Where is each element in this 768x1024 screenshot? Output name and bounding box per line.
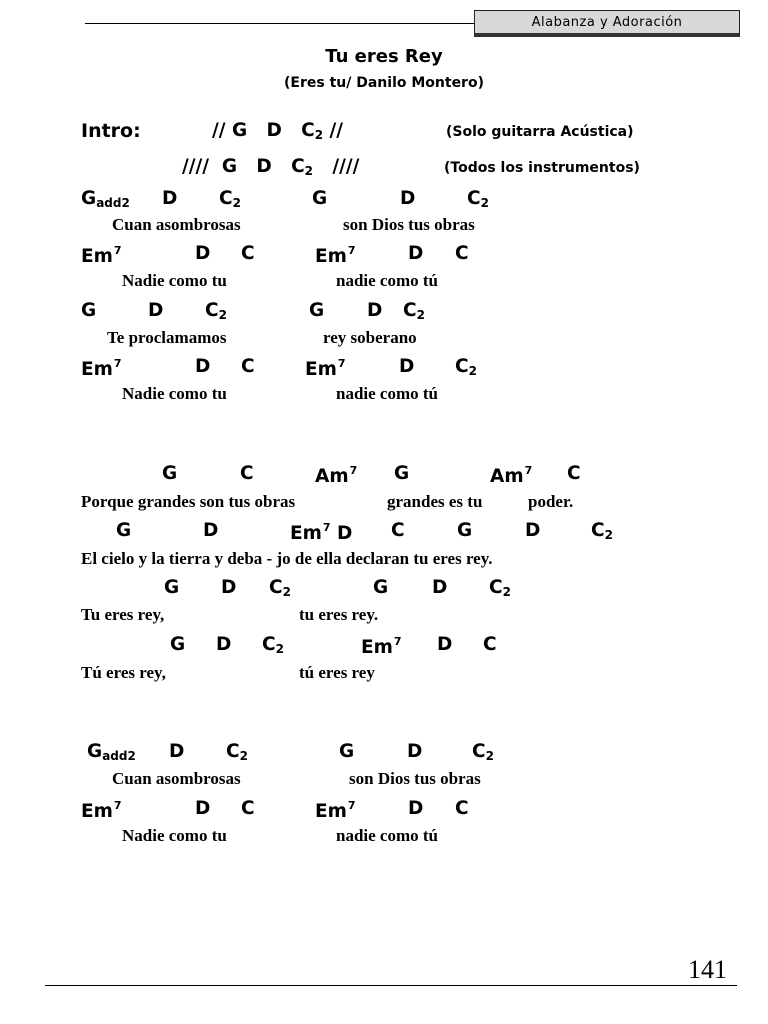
chord: G <box>339 741 355 762</box>
lyric: grandes es tu <box>387 492 483 511</box>
chord: $C_2$ <box>489 577 511 599</box>
chord: Em$^7$ <box>81 357 122 380</box>
lyric: Cuan asombrosas <box>112 769 241 788</box>
lyric: nadie como tú <box>336 384 438 403</box>
chord: G <box>162 463 178 484</box>
footer-rule <box>45 985 737 986</box>
chord: Em$^7$ <box>81 799 122 822</box>
chord: C <box>240 463 254 484</box>
chord: $C_2$ <box>262 634 284 656</box>
chord: //// G D $C_2$ //// <box>182 156 360 178</box>
chord: G <box>309 300 325 321</box>
chord: G <box>164 577 180 598</box>
lyric: Tú eres rey, <box>81 663 166 682</box>
chord: G <box>394 463 410 484</box>
chord: G <box>116 520 132 541</box>
chord: G <box>373 577 389 598</box>
lyric: Cuan asombrosas <box>112 215 241 234</box>
chord: G <box>312 188 328 209</box>
chord: Em$^7$ <box>315 244 356 267</box>
chord: $C_2$ <box>591 520 613 542</box>
lyric: Te proclamamos <box>107 328 227 347</box>
intro-label: Intro: <box>81 120 141 142</box>
header-rule <box>85 23 477 24</box>
chord: Em$^7$ D <box>290 521 353 544</box>
chord: $C_2$ <box>472 741 494 763</box>
chord: D <box>195 356 211 377</box>
chord: D <box>408 243 424 264</box>
chord: // G D $C_2$ // <box>212 120 344 142</box>
chord: G <box>170 634 186 655</box>
chord: D <box>169 741 185 762</box>
chord: Am$^7$ <box>315 464 358 487</box>
page-number: 141 <box>688 955 727 984</box>
intro-note-2: (Todos los instrumentos) <box>444 160 640 176</box>
section-header: Alabanza y Adoración <box>474 10 740 37</box>
chord: $C_2$ <box>467 188 489 210</box>
chord: Em$^7$ <box>361 635 402 658</box>
chord: C <box>391 520 405 541</box>
lyric: El cielo y la tierra y deba - jo de ella declaran tu eres rey. <box>81 549 493 568</box>
chord: G <box>81 300 97 321</box>
chord: D <box>195 798 211 819</box>
chord: D <box>437 634 453 655</box>
lyric: Nadie como tu <box>122 384 227 403</box>
chord: $C_2$ <box>455 356 477 378</box>
chord: C <box>455 798 469 819</box>
chord: D <box>408 798 424 819</box>
chord: C <box>241 243 255 264</box>
chord: Em$^7$ <box>305 357 346 380</box>
lyric: Nadie como tu <box>122 271 227 290</box>
chord: $G_{add2}$ <box>81 188 130 210</box>
chord: D <box>216 634 232 655</box>
chord: Em$^7$ <box>315 799 356 822</box>
chord: D <box>162 188 178 209</box>
chord: Em$^7$ <box>81 244 122 267</box>
lyric: tu eres rey. <box>299 605 379 624</box>
chord: C <box>483 634 497 655</box>
chord: $G_{add2}$ <box>87 741 136 763</box>
chord: C <box>241 798 255 819</box>
lyric: tú eres rey <box>299 663 375 682</box>
chord: D <box>407 741 423 762</box>
chord: $C_2$ <box>403 300 425 322</box>
chord: D <box>148 300 164 321</box>
chord: $C_2$ <box>219 188 241 210</box>
chord: D <box>399 356 415 377</box>
chord: D <box>432 577 448 598</box>
chord: D <box>367 300 383 321</box>
chord: D <box>400 188 416 209</box>
chord: D <box>221 577 237 598</box>
chord: C <box>241 356 255 377</box>
lyric: son Dios tus obras <box>349 769 481 788</box>
chord: $C_2$ <box>226 741 248 763</box>
lyric: nadie como tú <box>336 826 438 845</box>
chord: C <box>567 463 581 484</box>
intro-note-1: (Solo guitarra Acústica) <box>446 124 634 140</box>
song-title: Tu eres Rey <box>325 46 443 67</box>
chord: $C_2$ <box>269 577 291 599</box>
lyric: rey soberano <box>323 328 417 347</box>
chord: $C_2$ <box>205 300 227 322</box>
lyric: nadie como tú <box>336 271 438 290</box>
chord: D <box>195 243 211 264</box>
chord: C <box>455 243 469 264</box>
song-subtitle: (Eres tu/ Danilo Montero) <box>284 75 484 91</box>
lyric: Tu eres rey, <box>81 605 165 624</box>
chord: D <box>203 520 219 541</box>
chord: G <box>457 520 473 541</box>
lyric: Porque grandes son tus obras <box>81 492 296 511</box>
chord: Am$^7$ <box>490 464 533 487</box>
lyric: son Dios tus obras <box>343 215 475 234</box>
lyric: Nadie como tu <box>122 826 227 845</box>
chord: D <box>525 520 541 541</box>
lyric: poder. <box>528 492 574 511</box>
